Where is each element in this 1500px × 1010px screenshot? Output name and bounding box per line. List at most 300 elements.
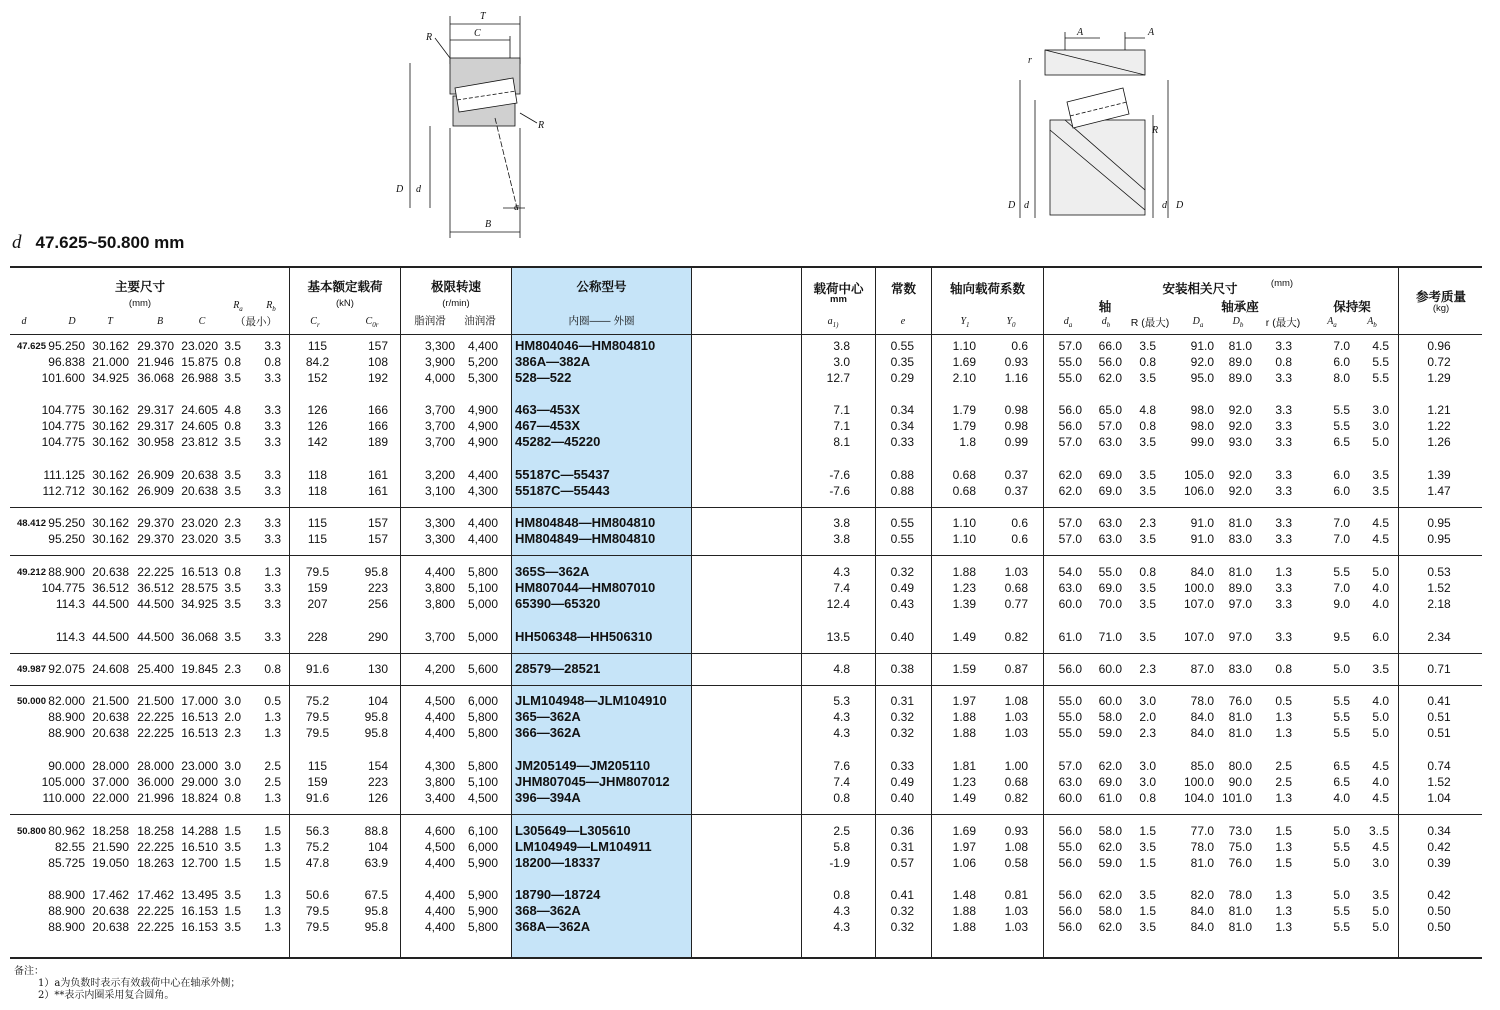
cell-Ab: 3..5 xyxy=(1368,824,1389,838)
cell-e: 0.32 xyxy=(890,920,914,934)
cell-oil: 5,900 xyxy=(467,904,498,918)
cell-Ab: 3.5 xyxy=(1372,662,1389,676)
cell-Ab: 3.0 xyxy=(1372,856,1389,870)
cell-r: 2.5 xyxy=(1275,759,1292,773)
cell-Y1: 1.97 xyxy=(952,694,976,708)
diagram-label-d: d xyxy=(416,184,421,195)
cell-r: 1.5 xyxy=(1275,824,1292,838)
cell-Rb: 1.3 xyxy=(264,565,281,579)
cell-T: 30.162 xyxy=(92,419,129,433)
cell-a: 7.4 xyxy=(833,775,850,789)
cell-Aa: 5.0 xyxy=(1333,662,1350,676)
cell-Aa: 6.5 xyxy=(1333,775,1350,789)
cell-D: 95.250 xyxy=(48,532,85,546)
cell-db: 69.0 xyxy=(1098,581,1122,595)
cell-Y0: 0.99 xyxy=(1004,435,1028,449)
cell-T: 20.638 xyxy=(92,726,129,740)
cell-Rb: 1.3 xyxy=(264,920,281,934)
cell-Cr: 79.5 xyxy=(305,565,330,579)
cell-B: 22.225 xyxy=(137,710,174,724)
cell-Da: 100.0 xyxy=(1183,775,1214,789)
header-axial: 轴向载荷系数 xyxy=(949,282,1025,296)
cell-Y1: 1.49 xyxy=(952,630,976,644)
title-symbol: d xyxy=(12,232,22,253)
cell-Ra: 2.3 xyxy=(224,516,241,530)
cell-Y0: 0.87 xyxy=(1004,662,1028,676)
cell-Aa: 5.5 xyxy=(1333,840,1350,854)
header-mass-unit: (kg) xyxy=(1432,303,1450,314)
cell-C: 16.153 xyxy=(181,904,218,918)
cell-Y0: 1.00 xyxy=(1004,759,1028,773)
cell-D: 82.55 xyxy=(54,840,85,854)
cell-Ra: 3.5 xyxy=(224,339,241,353)
cell-Y1: 1.79 xyxy=(952,419,976,433)
cell-Cr: 79.5 xyxy=(305,904,330,918)
cell-D: 88.900 xyxy=(48,904,85,918)
cell-C0r: 95.8 xyxy=(364,710,388,724)
header-col-Cr: $C_r$ xyxy=(310,316,320,329)
cell-r: 1.3 xyxy=(1275,904,1292,918)
cell-Aa: 6.5 xyxy=(1333,759,1350,773)
cell-C: 16.513 xyxy=(181,726,218,740)
cell-T: 28.000 xyxy=(92,759,129,773)
cell-B: 22.225 xyxy=(137,920,174,934)
cell-db: 59.0 xyxy=(1098,856,1122,870)
cell-C0r: 108 xyxy=(367,355,388,369)
cell-Ra: 3.5 xyxy=(224,468,241,482)
cell-T: 37.000 xyxy=(92,775,129,789)
mounting-dimension-diagram xyxy=(1005,20,1185,220)
cell-a: 3.8 xyxy=(833,532,850,546)
cell-Ab: 3.5 xyxy=(1372,468,1389,482)
cell-Rb: 0.5 xyxy=(264,694,281,708)
cell-C0r: 157 xyxy=(367,516,388,530)
cell-da: 56.0 xyxy=(1058,662,1082,676)
cell-model: 55187C—55443 xyxy=(515,483,610,498)
cell-Cr: 56.3 xyxy=(305,824,330,838)
cell-Rb: 1.3 xyxy=(264,791,281,805)
cell-Ab: 5.0 xyxy=(1372,726,1389,740)
cell-e: 0.32 xyxy=(890,565,914,579)
footnote-title: 备注： xyxy=(14,966,44,977)
cell-a: 7.1 xyxy=(833,403,850,417)
table-bottom-rule xyxy=(10,957,1482,959)
cell-db: 62.0 xyxy=(1098,759,1122,773)
cell-model: HM807044—HM807010 xyxy=(515,580,656,595)
cell-db: 55.0 xyxy=(1098,565,1122,579)
cell-Ra: 0.8 xyxy=(224,355,241,369)
cell-C: 23.000 xyxy=(181,759,218,773)
cell-D: 96.838 xyxy=(48,355,85,369)
cell-grease: 4,400 xyxy=(424,856,455,870)
cell-C0r: 166 xyxy=(367,419,388,433)
table-row xyxy=(0,565,1500,581)
cell-R: 0.8 xyxy=(1139,791,1156,805)
cell-Db: 76.0 xyxy=(1228,694,1252,708)
cell-Ab: 4.5 xyxy=(1372,840,1389,854)
cell-C0r: 130 xyxy=(367,662,388,676)
cell-e: 0.88 xyxy=(890,484,914,498)
header-main-dims: 主要尺寸 xyxy=(114,280,165,294)
cell-d: 50.000 xyxy=(16,696,46,707)
cell-T: 20.638 xyxy=(92,710,129,724)
cell-Da: 82.0 xyxy=(1190,888,1214,902)
cell-grease: 4,400 xyxy=(424,888,455,902)
header-col-T: T xyxy=(107,316,113,327)
cell-Db: 92.0 xyxy=(1228,468,1252,482)
cell-db: 57.0 xyxy=(1098,419,1122,433)
cell-model: 365S—362A xyxy=(515,564,590,579)
cell-model: 386A—382A xyxy=(515,354,591,369)
cell-Y1: 1.59 xyxy=(952,662,976,676)
cell-Aa: 5.0 xyxy=(1333,856,1350,870)
cell-R: 1.5 xyxy=(1139,824,1156,838)
diagram-label-a: a xyxy=(514,202,519,213)
cell-Aa: 7.0 xyxy=(1333,581,1350,595)
cell-mass: 1.26 xyxy=(1427,435,1451,449)
cell-db: 62.0 xyxy=(1098,371,1122,385)
header-mount: 安装相关尺寸 xyxy=(1162,282,1238,296)
cell-a: 4.3 xyxy=(833,904,850,918)
cell-T: 19.050 xyxy=(92,856,129,870)
cell-Y0: 0.68 xyxy=(1004,775,1028,789)
cell-T: 30.162 xyxy=(92,435,129,449)
cell-C0r: 104 xyxy=(367,694,388,708)
cell-da: 60.0 xyxy=(1058,597,1082,611)
cell-da: 60.0 xyxy=(1058,791,1082,805)
cell-mass: 0.51 xyxy=(1427,726,1451,740)
cell-Rb: 2.5 xyxy=(264,759,281,773)
cell-Y1: 1.23 xyxy=(952,775,976,789)
cell-R: 3.5 xyxy=(1139,484,1156,498)
cell-grease: 3,400 xyxy=(424,791,455,805)
cell-db: 58.0 xyxy=(1098,710,1122,724)
header-col-Aa: $A_a$ xyxy=(1327,316,1337,329)
header-col-C0r: $C_{0r}$ xyxy=(365,316,379,329)
cell-Rb: 1.3 xyxy=(264,726,281,740)
table-row xyxy=(0,597,1500,613)
diagram-label-Ra: R xyxy=(426,32,433,43)
cell-Ab: 6.0 xyxy=(1372,630,1389,644)
cell-r: 3.3 xyxy=(1275,403,1292,417)
table-row xyxy=(0,824,1500,840)
cell-Cr: 84.2 xyxy=(305,355,330,369)
cell-Cr: 79.5 xyxy=(305,710,330,724)
cell-R: 3.5 xyxy=(1139,435,1156,449)
cell-D: 111.125 xyxy=(43,468,85,482)
cell-Ab: 4.0 xyxy=(1372,581,1389,595)
cell-model: HH506348—HH506310 xyxy=(515,629,653,644)
cell-da: 56.0 xyxy=(1058,824,1082,838)
cell-Cr: 142 xyxy=(307,435,328,449)
cell-a: 3.8 xyxy=(833,339,850,353)
cell-Ab: 3.0 xyxy=(1372,419,1389,433)
cell-B: 36.000 xyxy=(137,775,174,789)
cell-da: 55.0 xyxy=(1058,355,1082,369)
cell-Db: 92.0 xyxy=(1228,403,1252,417)
cell-D: 104.775 xyxy=(41,435,85,449)
cell-db: 62.0 xyxy=(1098,888,1122,902)
cell-D: 101.600 xyxy=(41,371,85,385)
cell-grease: 4,400 xyxy=(424,904,455,918)
cell-D: 110.000 xyxy=(42,791,85,805)
cell-Aa: 7.0 xyxy=(1333,339,1350,353)
cell-grease: 4,600 xyxy=(424,824,455,838)
cell-Rb: 1.3 xyxy=(264,840,281,854)
cell-oil: 6,000 xyxy=(467,694,498,708)
cell-Db: 81.0 xyxy=(1228,565,1252,579)
table-row xyxy=(0,856,1500,872)
cell-Y1: 1.39 xyxy=(952,597,976,611)
cell-grease: 3,700 xyxy=(424,630,455,644)
header-col-D: D xyxy=(68,316,76,327)
cell-db: 69.0 xyxy=(1098,468,1122,482)
cell-oil: 5,800 xyxy=(467,920,498,934)
cell-C: 14.288 xyxy=(181,824,218,838)
cell-Y0: 0.6 xyxy=(1011,339,1028,353)
cell-oil: 4,400 xyxy=(467,468,498,482)
cell-r: 1.3 xyxy=(1275,565,1292,579)
cell-e: 0.34 xyxy=(890,419,914,433)
cell-e: 0.38 xyxy=(890,662,914,676)
cell-r: 1.3 xyxy=(1275,710,1292,724)
cell-Y0: 0.58 xyxy=(1004,856,1028,870)
cell-D: 105.000 xyxy=(41,775,85,789)
cell-Ra: 1.5 xyxy=(224,904,241,918)
cell-model: LM104949—LM104911 xyxy=(515,839,652,854)
cell-Db: 101.0 xyxy=(1221,791,1252,805)
cell-Da: 107.0 xyxy=(1183,597,1214,611)
cell-grease: 3,800 xyxy=(424,581,455,595)
cell-Ra: 0.8 xyxy=(224,565,241,579)
cell-a: 5.8 xyxy=(833,840,850,854)
cell-C0r: 256 xyxy=(367,597,388,611)
header-col-Rb: $R_b$ xyxy=(266,300,276,313)
cell-Aa: 5.5 xyxy=(1333,419,1350,433)
cell-Db: 89.0 xyxy=(1228,355,1252,369)
cell-Db: 81.0 xyxy=(1228,920,1252,934)
diagram-label-Rb: R xyxy=(538,120,545,131)
cell-r: 3.3 xyxy=(1275,597,1292,611)
cell-B: 18.258 xyxy=(137,824,174,838)
cell-C: 15.875 xyxy=(181,355,218,369)
cell-Da: 107.0 xyxy=(1183,630,1214,644)
cell-Rb: 3.3 xyxy=(264,516,281,530)
cell-model: 467—453X xyxy=(515,418,581,433)
cell-a: 0.8 xyxy=(833,791,850,805)
table-row xyxy=(0,775,1500,791)
cell-grease: 4,500 xyxy=(424,840,455,854)
cell-Aa: 5.5 xyxy=(1333,403,1350,417)
cell-Ab: 5.0 xyxy=(1372,565,1389,579)
cell-oil: 4,400 xyxy=(467,532,498,546)
cell-da: 55.0 xyxy=(1058,726,1082,740)
cell-Cr: 118 xyxy=(307,468,328,482)
cell-e: 0.33 xyxy=(890,759,914,773)
cell-Y0: 1.16 xyxy=(1004,371,1028,385)
cell-T: 44.500 xyxy=(92,630,129,644)
cell-model: L305649—L305610 xyxy=(515,823,631,838)
cell-e: 0.35 xyxy=(890,355,914,369)
cell-Rb: 3.3 xyxy=(264,339,281,353)
cell-Da: 98.0 xyxy=(1190,419,1214,433)
cell-mass: 0.96 xyxy=(1427,339,1451,353)
cell-C: 28.575 xyxy=(181,581,218,595)
cell-mass: 1.04 xyxy=(1427,791,1451,805)
cell-T: 30.162 xyxy=(92,484,129,498)
cell-r: 0.5 xyxy=(1275,694,1292,708)
cell-Da: 98.0 xyxy=(1190,403,1214,417)
cell-R: 3.5 xyxy=(1139,371,1156,385)
header-oil: 油润滑 xyxy=(464,315,496,327)
cell-Aa: 7.0 xyxy=(1333,532,1350,546)
table-row xyxy=(0,888,1500,904)
cell-B: 22.225 xyxy=(137,840,174,854)
cell-oil: 6,000 xyxy=(467,840,498,854)
cell-Cr: 207 xyxy=(307,597,328,611)
cell-e: 0.31 xyxy=(890,840,914,854)
cell-R: 3.0 xyxy=(1139,694,1156,708)
cell-C0r: 290 xyxy=(367,630,388,644)
cell-Ra: 1.5 xyxy=(224,824,241,838)
cell-Y1: 2.10 xyxy=(952,371,976,385)
cell-e: 0.40 xyxy=(890,630,914,644)
cell-db: 58.0 xyxy=(1098,824,1122,838)
cell-D: 85.725 xyxy=(48,856,85,870)
cell-da: 56.0 xyxy=(1058,403,1082,417)
cell-Aa: 9.0 xyxy=(1333,597,1350,611)
cell-Ra: 3.5 xyxy=(224,484,241,498)
header-rule xyxy=(10,334,1482,335)
cell-Da: 92.0 xyxy=(1190,355,1214,369)
cell-a: 4.3 xyxy=(833,920,850,934)
header-col-Ra: $R_a$ xyxy=(233,300,243,313)
cell-Aa: 6.0 xyxy=(1333,484,1350,498)
cell-Rb: 3.3 xyxy=(264,581,281,595)
cell-T: 30.162 xyxy=(92,403,129,417)
cell-a: 3.8 xyxy=(833,516,850,530)
cell-C: 16.513 xyxy=(181,710,218,724)
cell-mass: 1.21 xyxy=(1427,403,1451,417)
cell-R: 3.5 xyxy=(1139,532,1156,546)
cell-Da: 81.0 xyxy=(1190,856,1214,870)
cell-da: 57.0 xyxy=(1058,435,1082,449)
footnotes xyxy=(14,966,240,1002)
cell-grease: 4,300 xyxy=(424,759,455,773)
group-rule xyxy=(10,507,1482,508)
cell-T: 18.258 xyxy=(92,824,129,838)
cell-r: 3.3 xyxy=(1275,371,1292,385)
cell-Ab: 4.0 xyxy=(1372,694,1389,708)
cell-a: 4.8 xyxy=(833,662,850,676)
cell-Ra: 0.8 xyxy=(224,419,241,433)
cell-model: 28579—28521 xyxy=(515,661,601,676)
cell-B: 21.996 xyxy=(137,791,174,805)
cell-Db: 97.0 xyxy=(1228,630,1252,644)
cell-mass: 0.95 xyxy=(1427,516,1451,530)
cell-a: 13.5 xyxy=(826,630,850,644)
cell-Db: 76.0 xyxy=(1228,856,1252,870)
cell-R: 3.5 xyxy=(1139,888,1156,902)
cell-r: 3.3 xyxy=(1275,532,1292,546)
cell-Ra: 3.5 xyxy=(224,371,241,385)
cell-oil: 4,300 xyxy=(467,484,498,498)
table-row xyxy=(0,435,1500,451)
cell-D: 95.250 xyxy=(48,339,85,353)
table-row xyxy=(0,581,1500,597)
cell-Y1: 1.10 xyxy=(952,516,976,530)
cell-a: 8.1 xyxy=(833,435,850,449)
cell-r: 1.3 xyxy=(1275,791,1292,805)
table-row xyxy=(0,532,1500,548)
cell-d: 47.625 xyxy=(16,341,46,352)
cell-da: 55.0 xyxy=(1058,710,1082,724)
cell-Ab: 4.5 xyxy=(1372,532,1389,546)
cell-D: 112.712 xyxy=(42,484,85,498)
cell-Ab: 3.0 xyxy=(1372,403,1389,417)
cell-Ra: 3.5 xyxy=(224,532,241,546)
cell-Ab: 4.5 xyxy=(1372,516,1389,530)
cell-C: 20.638 xyxy=(181,468,218,482)
cell-Db: 75.0 xyxy=(1228,840,1252,854)
cell-Ra: 2.3 xyxy=(224,662,241,676)
cell-d: 48.412 xyxy=(16,518,46,529)
cell-grease: 3,300 xyxy=(424,339,455,353)
cell-Y1: 1.81 xyxy=(952,759,976,773)
cell-e: 0.43 xyxy=(890,597,914,611)
header-mass: 参考质量 xyxy=(1415,290,1466,304)
cell-Y1: 1.88 xyxy=(952,726,976,740)
cell-C0r: 157 xyxy=(367,339,388,353)
cell-D: 88.900 xyxy=(48,920,85,934)
cell-Y1: 1.88 xyxy=(952,565,976,579)
table-row xyxy=(0,419,1500,435)
cell-da: 54.0 xyxy=(1058,565,1082,579)
cell-da: 57.0 xyxy=(1058,759,1082,773)
cell-C0r: 67.5 xyxy=(364,888,388,902)
header-col-Ab: $A_b$ xyxy=(1367,316,1377,329)
cell-Y0: 0.6 xyxy=(1011,516,1028,530)
cell-D: 95.250 xyxy=(48,516,85,530)
header-col-rmax: r (最大) xyxy=(1265,317,1301,329)
cell-Cr: 75.2 xyxy=(305,694,330,708)
cell-r: 3.3 xyxy=(1275,435,1292,449)
table-row xyxy=(0,630,1500,646)
diagram-label-da: d xyxy=(1162,200,1167,211)
cell-B: 44.500 xyxy=(137,630,174,644)
diagram-label-Ab: A xyxy=(1077,27,1084,38)
cell-Ra: 4.8 xyxy=(224,403,241,417)
cell-B: 29.317 xyxy=(137,403,174,417)
cell-Rb: 3.3 xyxy=(264,435,281,449)
cell-Y0: 0.93 xyxy=(1004,824,1028,838)
cell-grease: 3,800 xyxy=(424,597,455,611)
cell-mass: 1.39 xyxy=(1427,468,1451,482)
cell-C: 36.068 xyxy=(181,630,218,644)
cell-Da: 84.0 xyxy=(1190,904,1214,918)
cell-e: 0.40 xyxy=(890,791,914,805)
cell-Y0: 1.03 xyxy=(1004,920,1028,934)
cell-Ra: 2.0 xyxy=(224,710,241,724)
cell-Rb: 3.3 xyxy=(264,403,281,417)
cell-model: 18790—18724 xyxy=(515,887,601,902)
cell-R: 3.5 xyxy=(1139,597,1156,611)
cell-Y0: 1.03 xyxy=(1004,726,1028,740)
cell-Ab: 5.0 xyxy=(1372,920,1389,934)
cell-Cr: 126 xyxy=(307,419,328,433)
header-min-label: （最小） xyxy=(235,316,277,328)
cell-Ra: 3.5 xyxy=(224,630,241,644)
